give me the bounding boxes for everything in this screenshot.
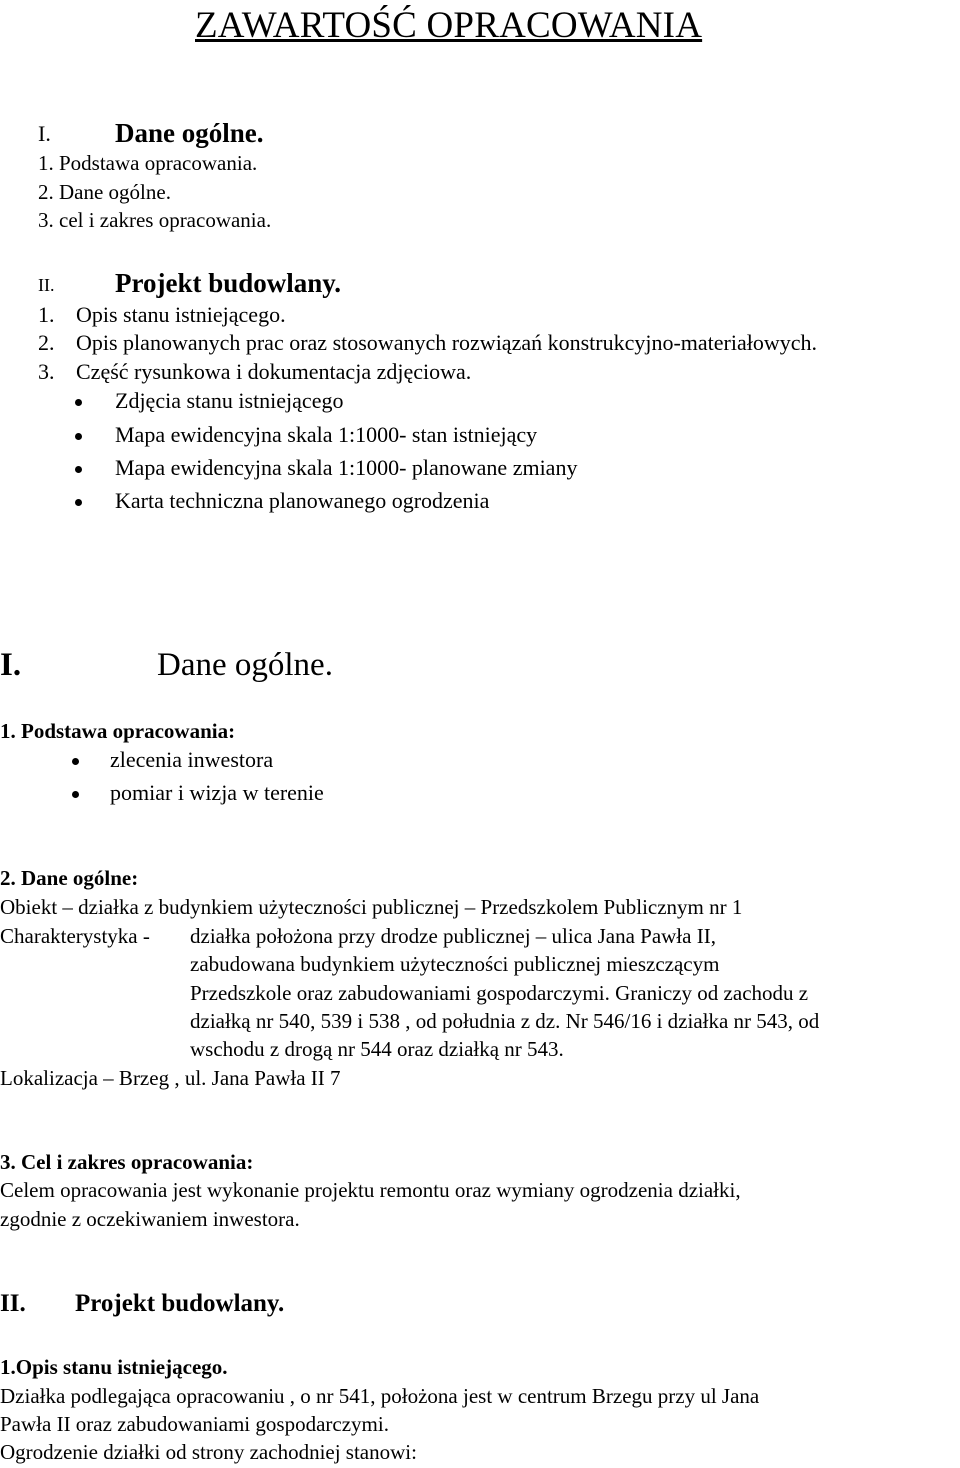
subsection-heading: 1.Opis stanu istniejącego. [0, 1355, 228, 1379]
toc-section-1-title: Dane ogólne. [115, 118, 264, 148]
toc-item: 1. Podstawa opracowania. [38, 151, 258, 175]
toc-bullet-item: Karta techniczna planowanego ogrodzenia [115, 488, 490, 513]
toc-item-number: 3. [38, 359, 55, 384]
subsection-heading: 2. Dane ogólne: [0, 866, 139, 890]
charakterystyka-label: Charakterystyka - [0, 924, 150, 948]
charakterystyka-line: Przedszkole oraz zabudowaniami gospodarczymi. Graniczy od zachodu z [190, 981, 809, 1005]
section-1-number: I. [0, 647, 22, 683]
toc-bullet-item: Zdjęcia stanu istniejącego [115, 388, 344, 413]
bullet-icon [72, 758, 79, 765]
obiekt-line: Obiekt – działka z budynkiem użyteczności publicznej – Przedszkolem Publicznym nr 1 [0, 895, 743, 919]
toc-section-2-number: II. [38, 275, 55, 295]
subsection-heading: 1. Podstawa opracowania: [0, 719, 236, 743]
bullet-icon [72, 791, 79, 798]
toc-item: Opis planowanych prac oraz stosowanych rozwiązań konstrukcyjno-materiałowych. [76, 330, 818, 355]
paragraph-line: Działka podlegająca opracowaniu , o nr 541, położona jest w centrum Brzegu przy ul Jana [0, 1384, 760, 1408]
bullet-icon [75, 399, 82, 406]
bullet-item: pomiar i wizja w terenie [110, 780, 324, 805]
paragraph-line: Ogrodzenie działki od strony zachodniej stanowi: [0, 1440, 417, 1464]
toc-bullet-item: Mapa ewidencyjna skala 1:1000- stan istniejący [115, 422, 538, 447]
bullet-icon [75, 433, 82, 440]
section-2-number: II. [0, 1290, 26, 1317]
bullet-icon [75, 466, 82, 473]
subsection-heading: 3. Cel i zakres opracowania: [0, 1150, 254, 1174]
paragraph-line: Celem opracowania jest wykonanie projektu remontu oraz wymiany ogrodzenia działki, [0, 1178, 741, 1202]
charakterystyka-line: działką nr 540, 539 i 538 , od południa z dz. Nr 546/16 i działka nr 543, od [190, 1009, 820, 1033]
toc-bullet-item: Mapa ewidencyjna skala 1:1000- planowane zmiany [115, 455, 578, 480]
charakterystyka-line: działka położona przy drodze publicznej – ulica Jana Pawła II, [190, 924, 716, 948]
toc-section-1-number: I. [38, 121, 51, 146]
toc-item: 2. Dane ogólne. [38, 180, 171, 204]
toc-item-number: 2. [38, 330, 55, 355]
section-2-title: Projekt budowlany. [75, 1290, 285, 1317]
bullet-item: zlecenia inwestora [110, 747, 274, 772]
section-1-title: Dane ogólne. [157, 647, 333, 683]
bullet-icon [75, 499, 82, 506]
paragraph-line: zgodnie z oczekiwaniem inwestora. [0, 1207, 300, 1231]
toc-section-2-title: Projekt budowlany. [115, 268, 342, 298]
charakterystyka-line: zabudowana budynkiem użyteczności publicznej mieszczącym [190, 952, 720, 976]
toc-item: Część rysunkowa i dokumentacja zdjęciowa. [76, 359, 472, 384]
toc-item-number: 1. [38, 302, 55, 327]
paragraph-line: Pawła II oraz zabudowaniami gospodarczymi. [0, 1412, 389, 1436]
toc-item: 3. cel i zakres opracowania. [38, 208, 272, 232]
toc-item: Opis stanu istniejącego. [76, 302, 286, 327]
charakterystyka-line: wschodu z drogą nr 544 oraz działką nr 543. [190, 1037, 564, 1061]
document-title: ZAWARTOŚĆ OPRACOWANIA [195, 5, 703, 46]
lokalizacja-line: Lokalizacja – Brzeg , ul. Jana Pawła II 7 [0, 1066, 341, 1090]
